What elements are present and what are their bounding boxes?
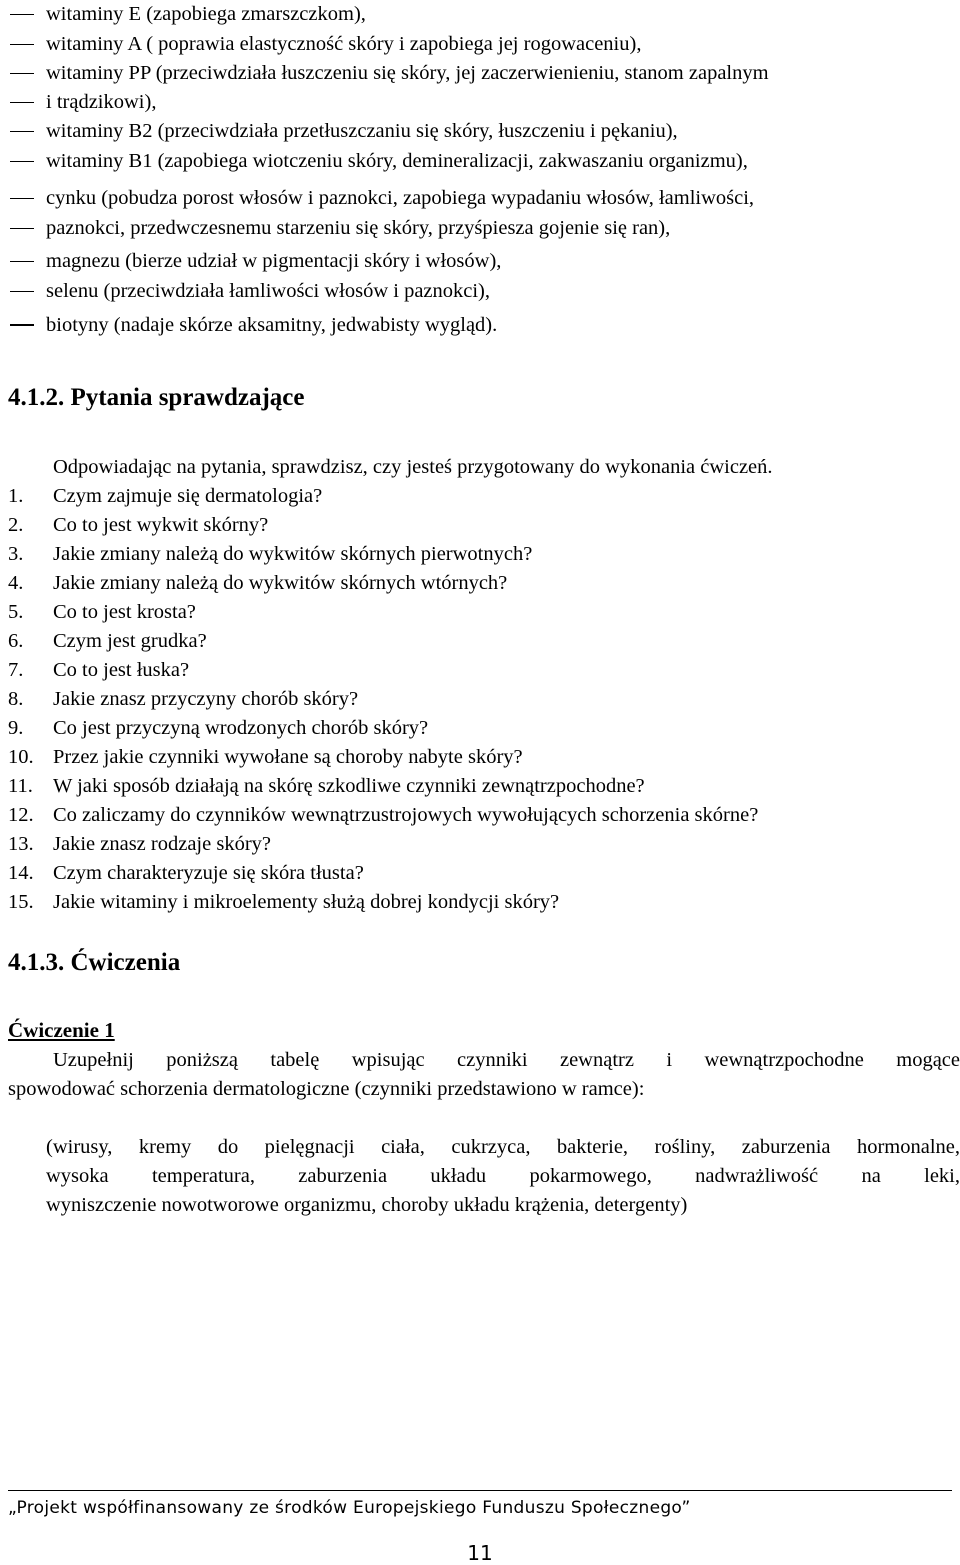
list-item-text: cynku (pobudza porost włosów i paznokci, zapobiega wypadaniu włosów, łamliwości, [46, 187, 755, 209]
dash-bullet [10, 324, 34, 326]
question-number: 4. [8, 572, 24, 594]
question-number: 9. [8, 717, 24, 739]
question-number: 11. [8, 775, 33, 797]
question-number: 14. [8, 862, 34, 884]
question-text: Jakie znasz przyczyny chorób skóry? [53, 688, 359, 710]
question-number: 15. [8, 891, 34, 913]
question-number: 10. [8, 746, 34, 768]
section-heading-questions: 4.1.2. Pytania sprawdzające [8, 384, 305, 411]
list-item-text: biotyny (nadaje skórze aksamitny, jedwabisty wygląd). [46, 314, 498, 336]
question-text: Co to jest krosta? [53, 601, 196, 623]
section-heading-exercises: 4.1.3. Ćwiczenia [8, 949, 181, 976]
list-item-text: selenu (przeciwdziała łamliwości włosów i paznokci), [46, 280, 491, 302]
dash-bullet [10, 261, 34, 262]
question-number: 5. [8, 601, 24, 623]
list-item-text: witaminy A ( poprawia elastyczność skóry i zapobiega jej rogowaceniu), [46, 33, 642, 55]
list-item-text: witaminy B2 (przeciwdziała przetłuszczaniu się skóry, łuszczeniu i pękaniu), [46, 120, 678, 142]
question-text: Przez jakie czynniki wywołane są choroby nabyte skóry? [53, 746, 523, 768]
dash-bullet [10, 131, 34, 132]
dash-bullet [10, 14, 34, 15]
question-number: 6. [8, 630, 24, 652]
factors-line-2: wysoka temperatura, zaburzenia układu pokarmowego, nadwrażliwość na leki, [46, 1165, 960, 1187]
question-number: 2. [8, 514, 24, 536]
question-text: Jakie zmiany należą do wykwitów skórnych pierwotnych? [53, 543, 533, 565]
question-number: 3. [8, 543, 24, 565]
question-text: Czym jest grudka? [53, 630, 207, 652]
dash-bullet [10, 291, 34, 292]
questions-intro: Odpowiadając na pytania, sprawdzisz, czy jesteś przygotowany do wykonania ćwiczeń. [53, 456, 773, 478]
question-text: Czym zajmuje się dermatologia? [53, 485, 323, 507]
question-number: 1. [8, 485, 24, 507]
question-text: W jaki sposób działają na skórę szkodliwe czynniki zewnątrzpochodne? [53, 775, 645, 797]
footer-text: „Projekt współfinansowany ze środków Europejskiego Funduszu Społecznego” [8, 1498, 691, 1518]
question-number: 7. [8, 659, 24, 681]
factors-line-1: (wirusy, kremy do pielęgnacji ciała, cukrzyca, bakterie, rośliny, zaburzenia hormonalne, [46, 1136, 960, 1158]
question-text: Jakie witaminy i mikroelementy służą dobrej kondycji skóry? [53, 891, 560, 913]
page-number: 11 [467, 1541, 493, 1565]
footer-divider [8, 1490, 952, 1491]
list-item-text: magnezu (bierze udział w pigmentacji skóry i włosów), [46, 250, 502, 272]
list-item-text: witaminy B1 (zapobiega wiotczeniu skóry, demineralizacji, zakwaszaniu organizmu), [46, 150, 748, 172]
question-text: Jakie znasz rodzaje skóry? [53, 833, 271, 855]
question-text: Jakie zmiany należą do wykwitów skórnych wtórnych? [53, 572, 508, 594]
list-item-text: i trądzikowi), [46, 91, 157, 113]
factors-line-3: wyniszczenie nowotworowe organizmu, choroby układu krążenia, detergenty) [46, 1194, 688, 1216]
list-item-text: witaminy E (zapobiega zmarszczkom), [46, 3, 366, 25]
dash-bullet [10, 228, 34, 229]
question-text: Co to jest łuska? [53, 659, 190, 681]
exercise-instruction-line-2: spowodować schorzenia dermatologiczne (czynniki przedstawiono w ramce): [8, 1078, 645, 1100]
question-text: Co to jest wykwit skórny? [53, 514, 269, 536]
list-item-text: paznokci, przedwczesnemu starzeniu się skóry, przyśpiesza gojenie się ran), [46, 217, 671, 239]
dash-bullet [10, 198, 34, 199]
dash-bullet [10, 161, 34, 162]
dash-bullet [10, 73, 34, 74]
question-text: Co zaliczamy do czynników wewnątrzustrojowych wywołujących schorzenia skórne? [53, 804, 759, 826]
list-item-text: witaminy PP (przeciwdziała łuszczeniu się skóry, jej zaczerwienieniu, stanom zapalnym [46, 62, 769, 84]
question-text: Co jest przyczyną wrodzonych chorób skóry? [53, 717, 429, 739]
dash-bullet [10, 44, 34, 45]
exercise-instruction-line-1: Uzupełnij poniższą tabelę wpisując czynniki zewnątrz i wewnątrzpochodne mogące [53, 1049, 960, 1071]
question-number: 12. [8, 804, 34, 826]
question-number: 13. [8, 833, 34, 855]
exercise-title: Ćwiczenie 1 [8, 1018, 115, 1042]
question-number: 8. [8, 688, 24, 710]
question-text: Czym charakteryzuje się skóra tłusta? [53, 862, 364, 884]
dash-bullet [10, 102, 34, 103]
